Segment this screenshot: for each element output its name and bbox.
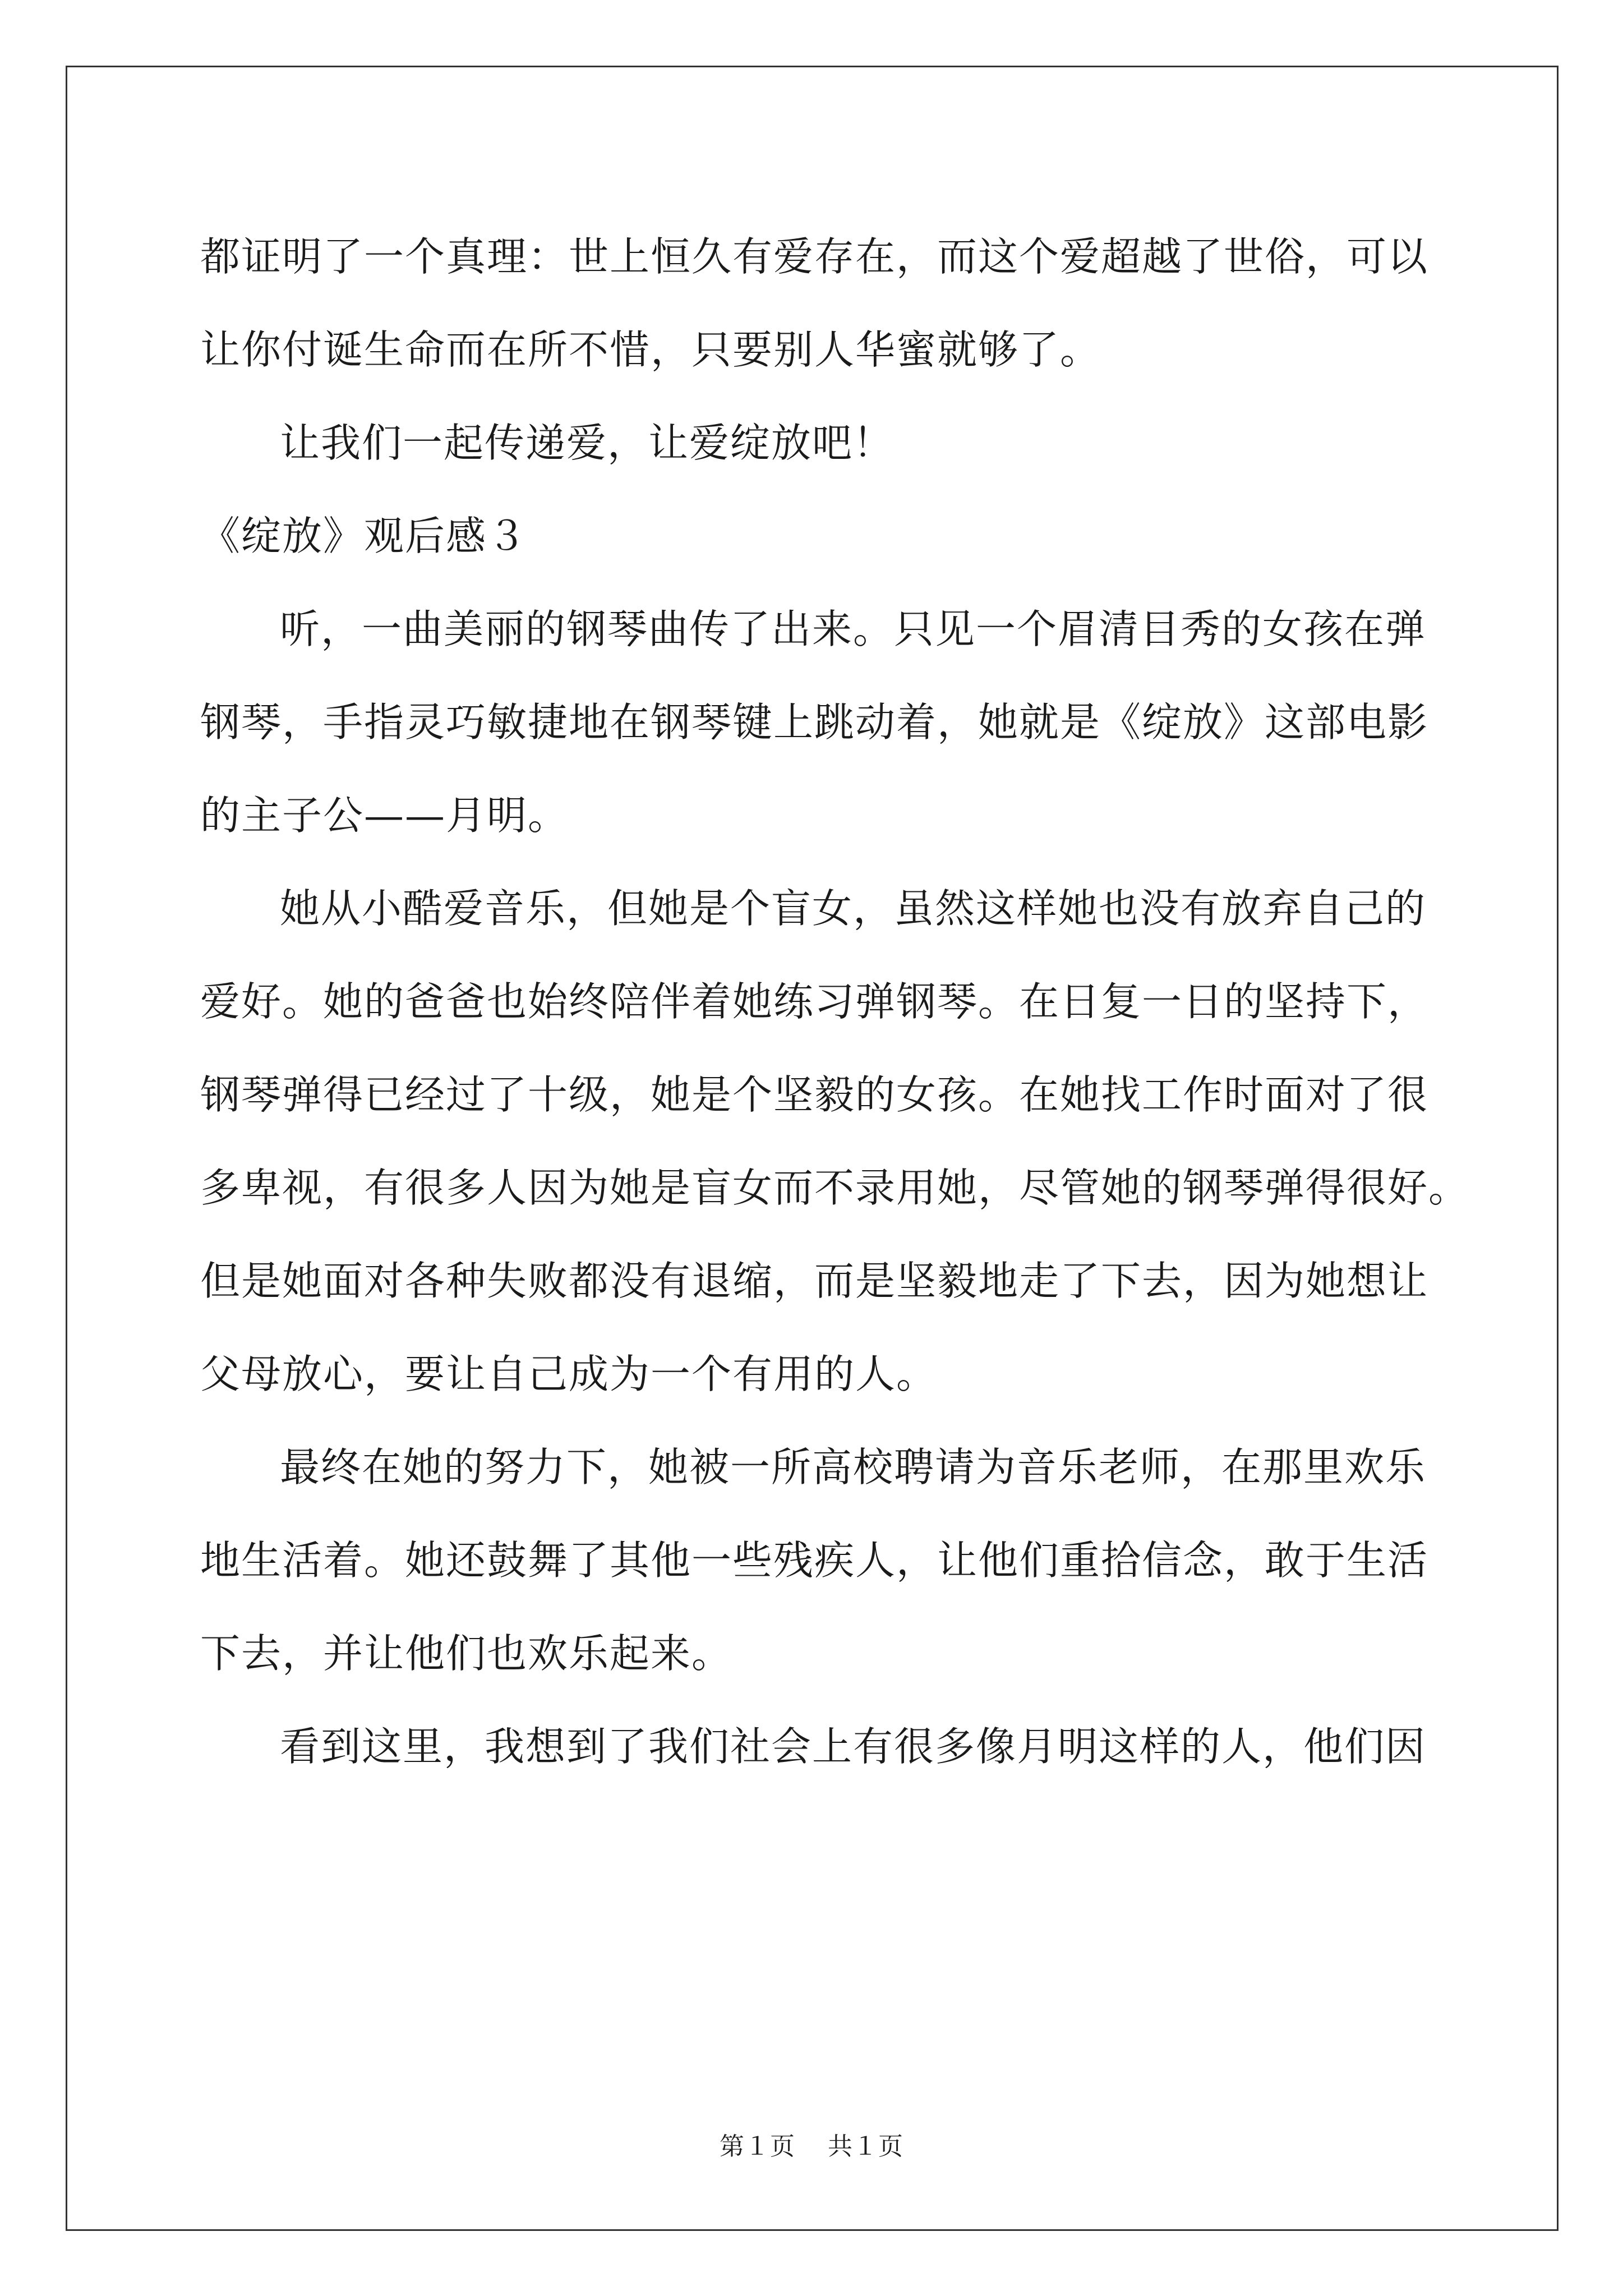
paragraph xyxy=(200,210,1484,397)
paragraph xyxy=(200,583,1484,862)
text-line: 地生活着。她还鼓舞了其他一些残疾人，让他们重拾信念，敢于生活 xyxy=(200,1537,1429,1584)
paragraph xyxy=(200,1700,1484,1793)
text-line: 最终在她的努力下，她被一所高校聘请为音乐老师，在那里欢乐 xyxy=(280,1444,1427,1490)
text-line: 多卑视，有很多人因为她是盲女而不录用她，尽管她的钢琴弹得很好。 xyxy=(200,1165,1470,1211)
document-body xyxy=(200,210,1484,1793)
text-line: 让我们一起传递爱，让爱绽放吧！ xyxy=(280,420,895,466)
text-line: 看到这里，我想到了我们社会上有很多像月明这样的人，他们因 xyxy=(280,1723,1427,1770)
text-line: 爱好。她的爸爸也始终陪伴着她练习弹钢琴。在日复一日的坚持下， xyxy=(200,978,1429,1025)
page-number-current: 第１页 xyxy=(720,2132,795,2161)
section-heading xyxy=(200,490,1484,583)
text-line: 钢琴，手指灵巧敏捷地在钢琴键上跳动着，她就是《绽放》这部电影 xyxy=(200,699,1429,746)
page-footer xyxy=(0,2126,1623,2162)
text-line: 父母放心，要让自己成为一个有用的人。 xyxy=(200,1351,938,1397)
text-line: 下去，并让他们也欢乐起来。 xyxy=(200,1630,733,1677)
paragraph xyxy=(200,397,1484,490)
paragraph xyxy=(200,1421,1484,1700)
text-line: 都证明了一个真理：世上恒久有爱存在，而这个爱超越了世俗，可以 xyxy=(200,233,1429,280)
text-line: 听，一曲美丽的钢琴曲传了出来。只见一个眉清目秀的女孩在弹 xyxy=(280,606,1427,652)
text-line: 让你付诞生命而在所不惜，只要别人华蜜就够了。 xyxy=(200,326,1101,373)
text-line: 但是她面对各种失败都没有退缩，而是坚毅地走了下去，因为她想让 xyxy=(200,1258,1429,1304)
paragraph xyxy=(200,862,1484,1421)
heading-text: 《绽放》观后感３ xyxy=(200,513,528,559)
text-line: 的主子公——月明。 xyxy=(200,792,569,839)
text-line: 她从小酷爱音乐，但她是个盲女，虽然这样她也没有放弃自己的 xyxy=(280,885,1427,932)
page-number-total: 共１页 xyxy=(828,2132,903,2161)
text-line: 钢琴弹得已经过了十级，她是个坚毅的女孩。在她找工作时面对了很 xyxy=(200,1071,1429,1118)
